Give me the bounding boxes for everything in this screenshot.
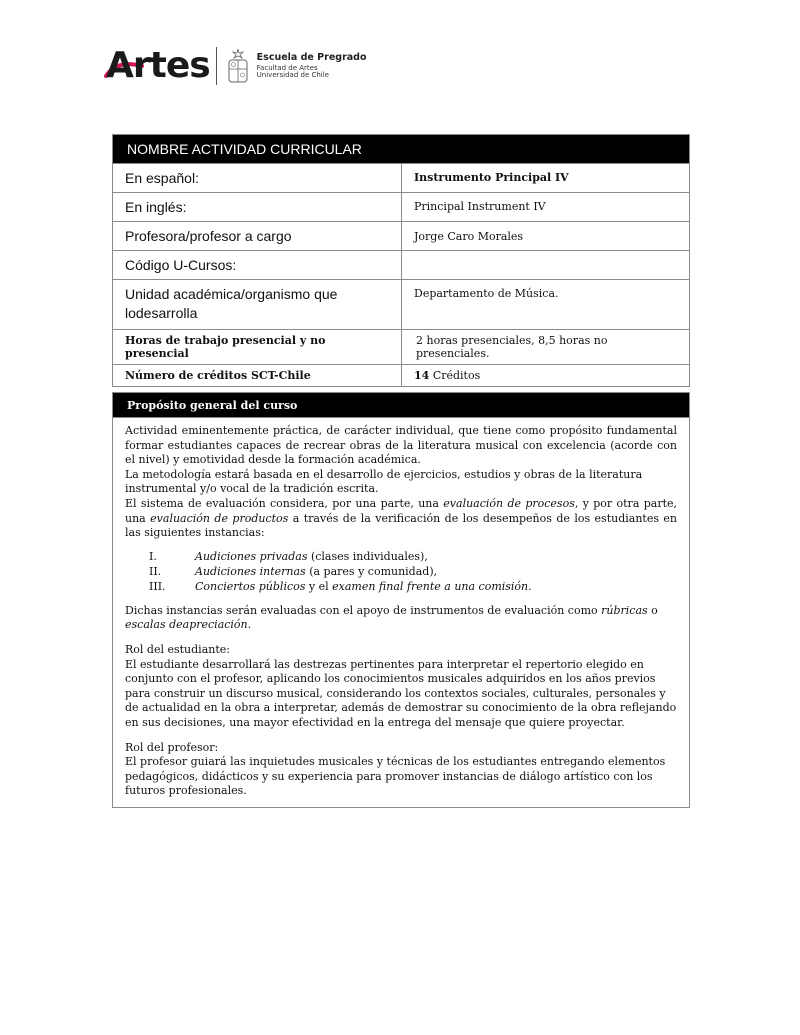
row-value-ucursos-code	[402, 251, 690, 280]
purpose-paragraph-1: Actividad eminentemente práctica, de carácter individual, que tiene como propósito fundamental formar estudiantes capaces de recrear obras de la literatura musical con excelencia (acorde con el nivel) y emotividad desde la formación académica.	[125, 424, 677, 467]
course-table-header-row	[113, 135, 690, 164]
instances-list	[125, 549, 677, 594]
school-name	[257, 53, 367, 79]
p3-italic-2: evaluación de productos	[150, 511, 289, 525]
purpose-header-row	[113, 393, 690, 418]
list-item-italic-2: examen final frente a una comisión	[332, 579, 529, 593]
purpose-title: Propósito general del curso	[113, 393, 690, 418]
list-item-text	[195, 564, 437, 579]
list-item-text	[195, 549, 428, 564]
row-value-spanish: Instrumento Principal IV	[402, 164, 690, 193]
p4-text-a: Dichas instancias serán evaluadas con el apoyo de instrumentos de evaluación como	[125, 603, 602, 617]
list-item	[125, 549, 677, 564]
credits-unit: Créditos	[432, 369, 481, 382]
university-seal-icon	[225, 47, 251, 85]
table-row	[113, 164, 690, 193]
logo-divider	[216, 47, 217, 85]
list-item	[125, 564, 677, 579]
purpose-table	[112, 392, 690, 808]
row-value-credits	[402, 365, 690, 387]
purpose-body-row	[113, 418, 690, 808]
list-item-rest: (clases individuales),	[307, 549, 428, 563]
row-label-work-hours: Horas de trabajo presencial y no presencial	[113, 330, 402, 365]
table-row	[113, 251, 690, 280]
list-item	[125, 579, 677, 594]
row-value-teacher: Jorge Caro Morales	[402, 222, 690, 251]
student-role-title: Rol del estudiante:	[125, 642, 230, 656]
table-row	[113, 193, 690, 222]
row-label-academic-unit: Unidad académica/organismo que lodesarrolla	[113, 280, 402, 330]
p4-italic-1: rúbricas	[601, 603, 648, 617]
row-value-english: Principal Instrument IV	[402, 193, 690, 222]
logo-text: Artes	[106, 45, 210, 86]
table-row	[113, 222, 690, 251]
list-item-end: .	[528, 579, 532, 593]
p3-text-c: a través de la verificación de los desempeños de los estudiantes en las siguientes instancias:	[125, 511, 678, 540]
row-value-academic-unit: Departamento de Música.	[402, 280, 690, 330]
purpose-paragraph-4	[125, 604, 677, 633]
table-row	[113, 330, 690, 365]
purpose-paragraph-2: La metodología estará basada en el desarrollo de ejercicios, estudios y obras de la literatura instrumental y/o vocal de la tradición escrita.	[125, 467, 643, 496]
list-item-italic: Audiciones privadas	[195, 549, 308, 563]
list-item-number: III.	[149, 579, 166, 593]
list-item-mid: y el	[305, 579, 333, 593]
p4-italic-2: escalas deapreciación	[125, 618, 248, 632]
credits-number: 14	[414, 369, 430, 382]
artes-logo	[106, 45, 210, 86]
school-faculty: Facultad de Artes	[256, 63, 318, 72]
teacher-role-title: Rol del profesor:	[125, 740, 219, 754]
row-label-spanish: En español:	[113, 164, 402, 193]
row-value-work-hours: 2 horas presenciales, 8,5 horas no presenciales.	[402, 330, 690, 365]
page-header	[106, 44, 367, 88]
p4-text-b: o	[647, 603, 658, 617]
row-label-ucursos-code: Código U-Cursos:	[113, 251, 402, 280]
row-label-english: En inglés:	[113, 193, 402, 222]
list-item-number: I.	[149, 549, 157, 563]
course-info-table	[112, 134, 690, 387]
row-label-teacher: Profesora/profesor a cargo	[113, 222, 402, 251]
list-item-text	[195, 579, 532, 594]
table-row	[113, 365, 690, 387]
p3-text-b: , y por otra parte, una	[125, 496, 677, 525]
course-table-title: NOMBRE ACTIVIDAD CURRICULAR	[113, 135, 690, 164]
p4-text-c: .	[247, 618, 252, 632]
list-item-number: II.	[149, 564, 162, 578]
school-title: Escuela de Pregrado	[256, 52, 367, 64]
list-item-rest: (a pares y comunidad),	[305, 564, 438, 578]
school-university: Universidad de Chile	[256, 70, 329, 79]
purpose-paragraph-3	[125, 497, 677, 541]
p3-text-a: El sistema de evaluación considera, por una parte, una	[125, 496, 444, 510]
teacher-role-text: El profesor guiará las inquietudes musicales y técnicas de los estudiantes entregando elementos pedagógicos, didácticos y su experiencia para promover instancias de diálogo artístico con los futuros profesionales.	[125, 755, 666, 798]
purpose-body	[113, 418, 690, 808]
student-role-text: El estudiante desarrollará las destrezas pertinentes para interpretar el repertorio elegido en conjunto con el profesor, aplicando los conocimientos musicales adquiridos en los años previos para construir un discurso musical, considerando los contextos sociales, culturales, personales y de actualidad en la obra a interpretar, además de demostrar su conocimiento de la obra reflejando en sus decisiones, una mayor efectividad en la entrega del mensaje que quiere proyectar.	[125, 657, 677, 729]
list-item-italic: Conciertos públicos	[195, 579, 306, 593]
list-item-italic: Audiciones internas	[195, 564, 306, 578]
table-row	[113, 280, 690, 330]
p3-italic-1: evaluación de procesos	[443, 496, 575, 510]
row-label-credits: Número de créditos SCT-Chile	[113, 365, 402, 387]
